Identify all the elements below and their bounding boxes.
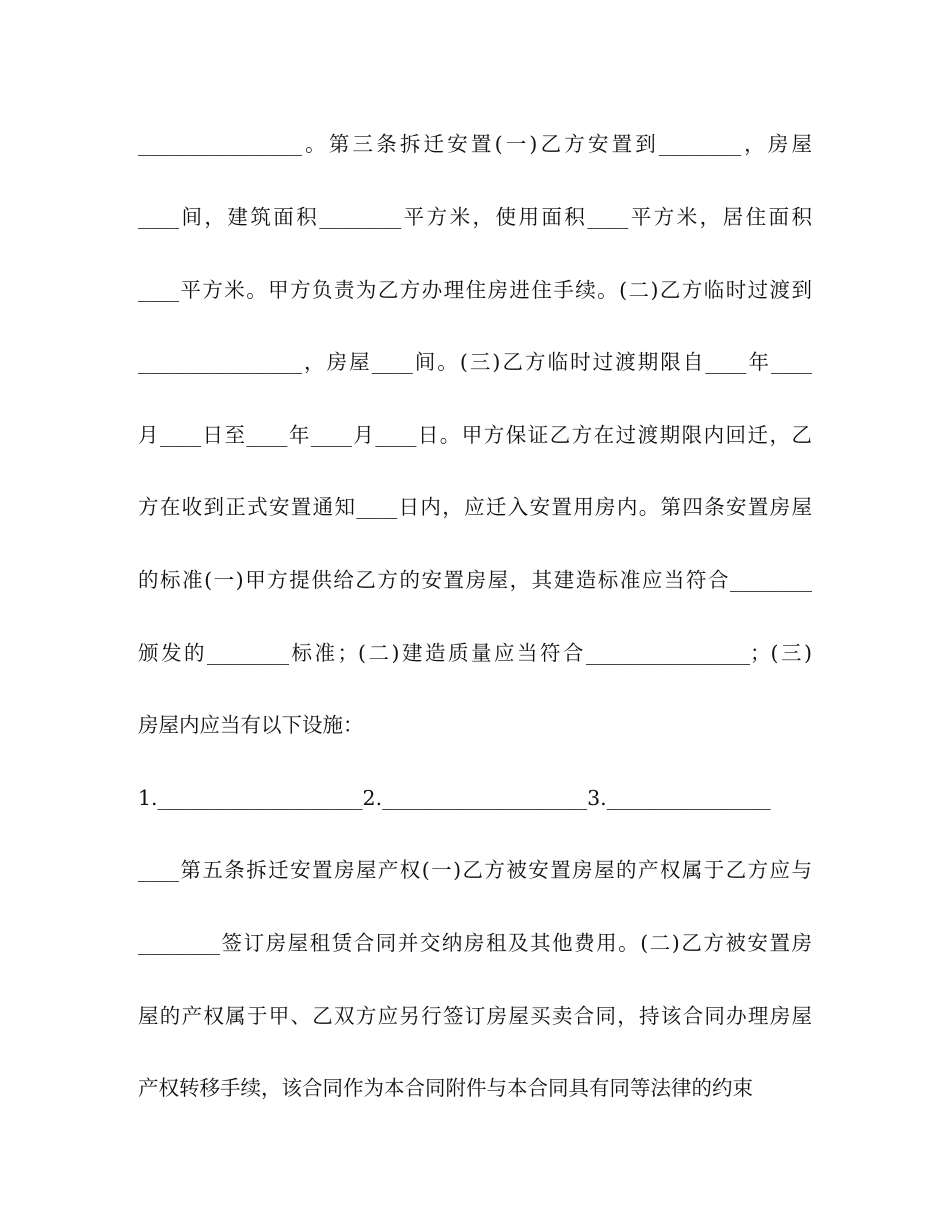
paragraph-line: 1.____________________2.____________________3.________________ <box>138 786 771 810</box>
paragraph-line: ____第五条拆迁安置房屋产权(一)乙方被安置房屋的产权属于乙方应与 <box>138 858 812 882</box>
paragraph-line: 房屋内应当有以下设施： <box>138 713 364 737</box>
paragraph-line: 月____日至____年____月____日。甲方保证乙方在过渡期限内回迁，乙 <box>138 423 812 447</box>
paragraph-line: ____间，建筑面积________平方米，使用面积____平方米，居住面积 <box>138 205 812 229</box>
paragraph-line: 屋的产权属于甲、乙双方应另行签订房屋买卖合同，持该合同办理房屋 <box>138 1004 812 1028</box>
paragraph-line: ________________，房屋____间。(三)乙方临时过渡期限自____年____ <box>138 350 812 374</box>
paragraph-line: 的标准(一)甲方提供给乙方的安置房屋，其建造标准应当符合________ <box>138 568 812 592</box>
paragraph-line: 产权转移手续，该合同作为本合同附件与本合同具有同等法律的约束 <box>138 1076 753 1100</box>
paragraph-line: 颁发的________标准；(二)建造质量应当符合________________；(三) <box>138 641 812 665</box>
paragraph-line: 方在收到正式安置通知____日内，应迁入安置用房内。第四条安置房屋 <box>138 495 812 519</box>
paragraph-line: ________________。第三条拆迁安置(一)乙方安置到________，房屋 <box>138 132 812 156</box>
paragraph-line: ________签订房屋租赁合同并交纳房租及其他费用。(二)乙方被安置房 <box>138 931 812 955</box>
paragraph-line: ____平方米。甲方负责为乙方办理住房进住手续。(二)乙方临时过渡到 <box>138 278 812 302</box>
